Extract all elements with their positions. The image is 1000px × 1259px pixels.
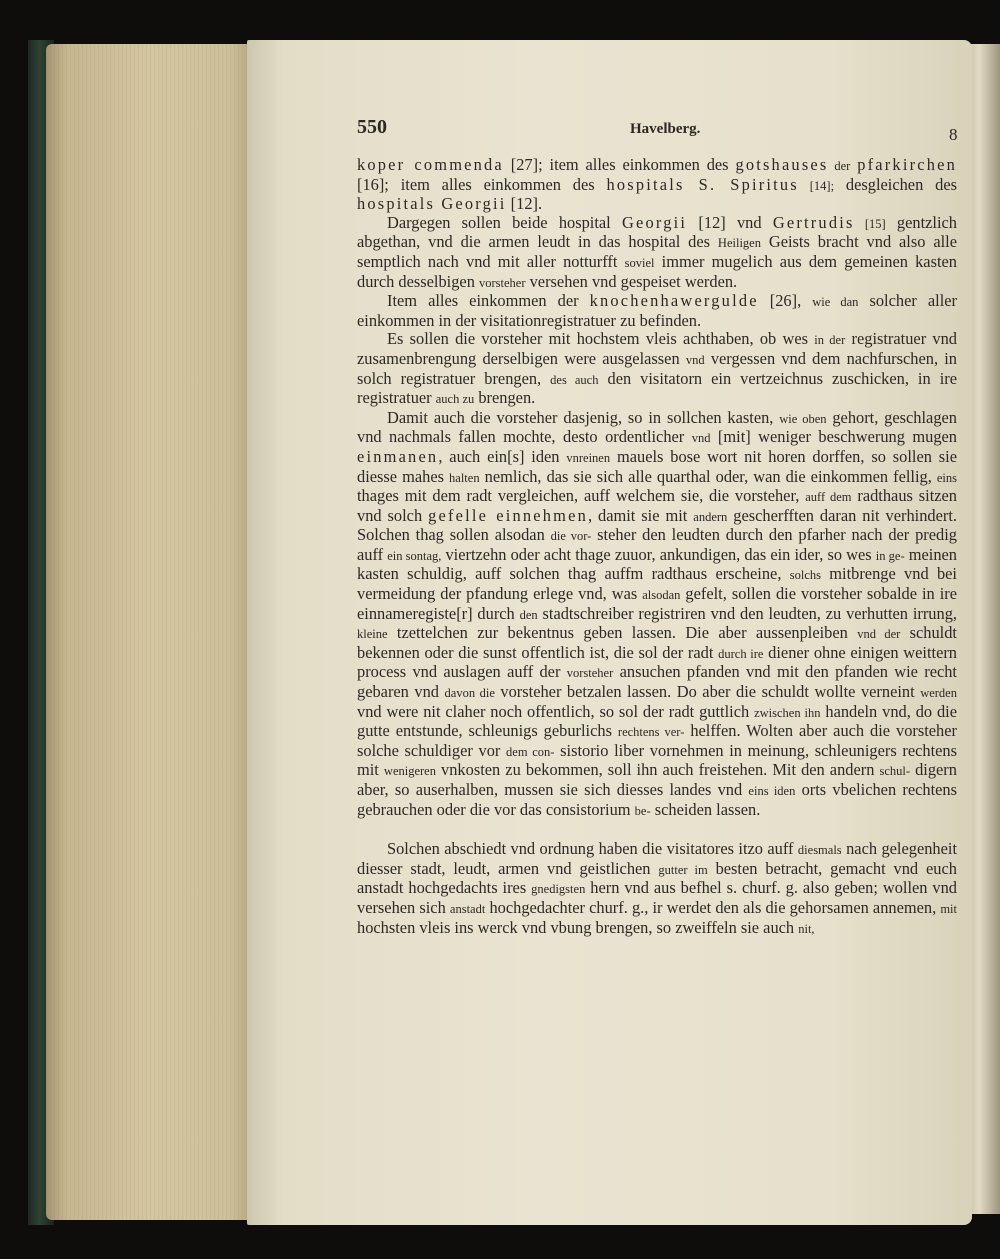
text-run: diener ohne einigen weittern process vnd auslagen auff der <box>357 642 957 682</box>
text-run: Dargegen sollen beide hospital <box>387 212 622 232</box>
text-run: digern aber, so auserhalben, mussen sie sich diesses landes vnd <box>357 760 957 799</box>
small-text: andern <box>693 509 728 524</box>
spaced-term: hospitals Georgii <box>357 194 507 214</box>
page-number: 550 <box>357 116 387 138</box>
small-text: solchs <box>789 568 821 583</box>
text-run: [26], <box>758 291 813 311</box>
small-text: alsodan <box>642 588 681 603</box>
small-text: diesmals <box>797 843 842 858</box>
page-block-edge <box>46 44 251 1220</box>
small-text: anstadt <box>449 901 486 916</box>
small-text: wie dan <box>812 295 859 310</box>
text-run: nemlich, das sie sich alle quarthal oder, wan die einkommen fellig, <box>479 466 937 486</box>
small-text: soviel <box>624 255 655 270</box>
text-run: viertzehn oder acht thage zuuor, ankundigen, das ein ider, so wes <box>441 544 876 564</box>
spaced-term: koper commenda <box>357 155 504 174</box>
small-text: werden <box>920 686 957 701</box>
paragraph <box>357 840 957 938</box>
small-text: [15] <box>854 216 886 231</box>
text-run: orts vbelichen rechtens gebrauchen oder die vor das consistorium <box>357 780 957 819</box>
small-text: nit, <box>798 921 815 936</box>
small-text: auch zu <box>435 392 475 407</box>
small-text: rechtens ver- <box>617 725 685 740</box>
text-run: tzettelchen zur bekentnus geben lassen. Die aber aussenpleiben <box>387 623 858 643</box>
running-title: Havelberg. <box>630 121 701 137</box>
small-text: gutter im <box>658 862 708 877</box>
small-text: [14]; <box>798 178 835 193</box>
spaced-term: hospitals S. Spiritus <box>606 174 799 194</box>
text-run: [12] vnd <box>687 212 773 232</box>
spaced-term: einmanen <box>357 446 439 466</box>
text-run: handeln vnd, do die gutte entstunde, schleunigs geburlichs <box>357 701 958 741</box>
text-run: ansuchen pfanden vnd mit den pfanden wie recht gebaren vnd <box>357 662 957 702</box>
text-run: vnd were nit claher noch offentlich, so sol der radt guttlich <box>357 701 755 721</box>
text-run: [16]; item alles einkommen des <box>357 174 607 194</box>
text-run: , damit sie mit <box>587 505 694 525</box>
spaced-term: Georgii <box>621 212 688 232</box>
text-run: Es sollen die vorsteher mit hochstem vleis achthaben, ob wes <box>387 329 815 349</box>
small-text: in ge- <box>875 548 905 563</box>
text-run: meinen kasten schuldig, auff solchen thag auffm radthaus erscheine, <box>357 544 957 584</box>
small-text: der <box>828 159 851 173</box>
text-run: hochsten vleis ins werck vnd vbung brengen, so zweiffeln sie auch <box>357 917 799 937</box>
text-run: hochgedachter churf. g., ir werdet den als die gehorsamen annemen, <box>485 897 941 917</box>
page-content <box>357 118 957 938</box>
text-run: desgleichen des <box>834 174 957 194</box>
small-text: dem con- <box>506 744 555 759</box>
text-run: [12]. <box>506 194 543 214</box>
small-text: be- <box>634 803 651 818</box>
paragraph <box>357 156 957 214</box>
body-text <box>357 156 957 938</box>
small-text: durch ire <box>718 646 764 661</box>
small-text: vnreinen <box>566 450 611 465</box>
small-text: wenigeren <box>383 764 436 779</box>
text-run: schuldt bekennen oder die sunst offentlich ist, die sol der radt <box>357 623 957 662</box>
text-run: steher den leudten durch den pfarher nach der predig auff <box>357 525 957 564</box>
text-run: sistorio liber vornehmen in meinung, schleunigers rechtens mit <box>357 740 957 780</box>
text-run: nach gelegenheit diesser stadt, leudt, armen vnd geistlichen <box>357 839 957 878</box>
text-run: vergessen vnd dem nachfurschen, in solch registratuer brengen, <box>357 348 957 388</box>
text-run: helffen. Wolten aber auch die vorsteher solche schuldiger vor <box>357 721 957 760</box>
text-run: mauels bose wort nit horen dorffen, so sollen sie diesse mahes <box>357 446 957 486</box>
small-text: ein sontag, <box>387 548 442 563</box>
text-run: Geists bracht vnd also alle semptlich nach vnd mit aller notturfft <box>357 232 957 271</box>
text-run: Item alles einkommen der <box>387 291 590 311</box>
text-run: [mit] weniger beschwerung mugen <box>710 427 957 447</box>
text-run: versehen vnd gespeiset werden. <box>525 271 738 291</box>
paragraph <box>357 292 957 330</box>
small-text: eins <box>936 470 957 485</box>
small-text: kleine <box>357 627 388 642</box>
small-text: die vor- <box>550 529 592 544</box>
text-run: gescherfften daran nit verhindert. Solchen thag sollen alsodan <box>357 505 957 545</box>
small-text: vorsteher <box>566 666 614 681</box>
page-header <box>357 118 957 142</box>
text-run: vorsteher betzalen lassen. Do aber die schuldt wollte verneint <box>494 682 921 702</box>
text-run: hern vnd aus befhel s. churf. g. also geben; wollen vnd versehen sich <box>357 878 958 917</box>
paragraph <box>357 330 957 408</box>
text-run: radthaus sitzen vnd solch <box>357 486 957 525</box>
spaced-term: knochenhawergulde <box>589 291 759 311</box>
text-run: brengen. <box>474 388 536 408</box>
text-run: mitbrenge vnd bei vermeidung der pfandung erlege vnd, was <box>357 564 957 604</box>
margin-mark: 8 <box>949 125 958 144</box>
text-run: besten betracht, gemacht vnd euch anstadt hochgedachts ires <box>357 858 957 898</box>
text-run: den visitatorn ein vertzeichnus zuschicken, in ire registratuer <box>357 368 957 408</box>
text-run: gehort, geschlagen vnd nachmals fallen mochte, desto ordentlicher <box>357 407 957 447</box>
text-run: solcher aller einkommen in der visitationregistratuer zu befinden. <box>357 291 957 330</box>
small-text: mit <box>940 901 957 916</box>
text-run: gentzlich abgethan, vnd die armen leudt in das hospital des <box>357 212 957 252</box>
text-run: Damit auch die vorsteher dasjenig, so in sollchen kasten, <box>387 407 780 427</box>
text-run: [27]; item alles einkommen des <box>503 155 736 174</box>
small-text: vorsteher <box>479 275 526 290</box>
right-page-edge <box>968 44 1000 1214</box>
paragraph <box>357 214 957 292</box>
small-text: auff dem <box>805 490 852 505</box>
small-text: davon die <box>444 686 495 701</box>
text-run: Solchen abschiedt vnd ordnung haben die visitatores itzo auff <box>387 839 798 859</box>
small-text: eins iden <box>748 784 796 798</box>
paragraph <box>357 409 957 820</box>
text-run: immer mugelich aus dem gemeinen kasten durch desselbigen <box>357 251 957 291</box>
small-text: vnd der <box>857 627 901 642</box>
spaced-term: gotshauses <box>735 155 829 174</box>
text-run: registratuer vnd zusamenbrengung derselbigen were ausgelassen <box>357 329 957 368</box>
small-text: den <box>519 607 538 622</box>
spaced-term: gefelle einnehmen <box>428 505 588 525</box>
small-text: in der <box>814 333 846 348</box>
small-text: gnedigsten <box>531 882 586 897</box>
small-text: vnd <box>685 352 705 367</box>
text-run: scheiden lassen. <box>650 799 761 819</box>
small-text: wie oben <box>779 411 827 426</box>
text-run: , auch ein[s] iden <box>438 446 567 466</box>
small-text: des auch <box>550 372 599 387</box>
text-run: thages mit dem radt vergleichen, auff welchem sie, die vorsteher, <box>357 486 806 506</box>
small-text: vnd <box>691 431 711 446</box>
text-run: vnkosten zu bekommen, soll ihn auch freistehen. Mit den andern <box>435 760 880 780</box>
small-text: halten <box>449 470 480 485</box>
spaced-term: pfarkirchen <box>857 155 957 174</box>
text-run: gefelt, sollen die vorsteher sobalde in ire einnameregiste[r] durch <box>357 584 958 623</box>
text-run: stadtschreiber registriren vnd den leudten, zu verhutten irrung, <box>537 603 957 623</box>
small-text: zwischen ihn <box>754 705 821 720</box>
small-text: schul- <box>879 764 911 779</box>
small-text: Heiligen <box>717 236 761 251</box>
spaced-term: Gertrudis <box>772 212 855 232</box>
